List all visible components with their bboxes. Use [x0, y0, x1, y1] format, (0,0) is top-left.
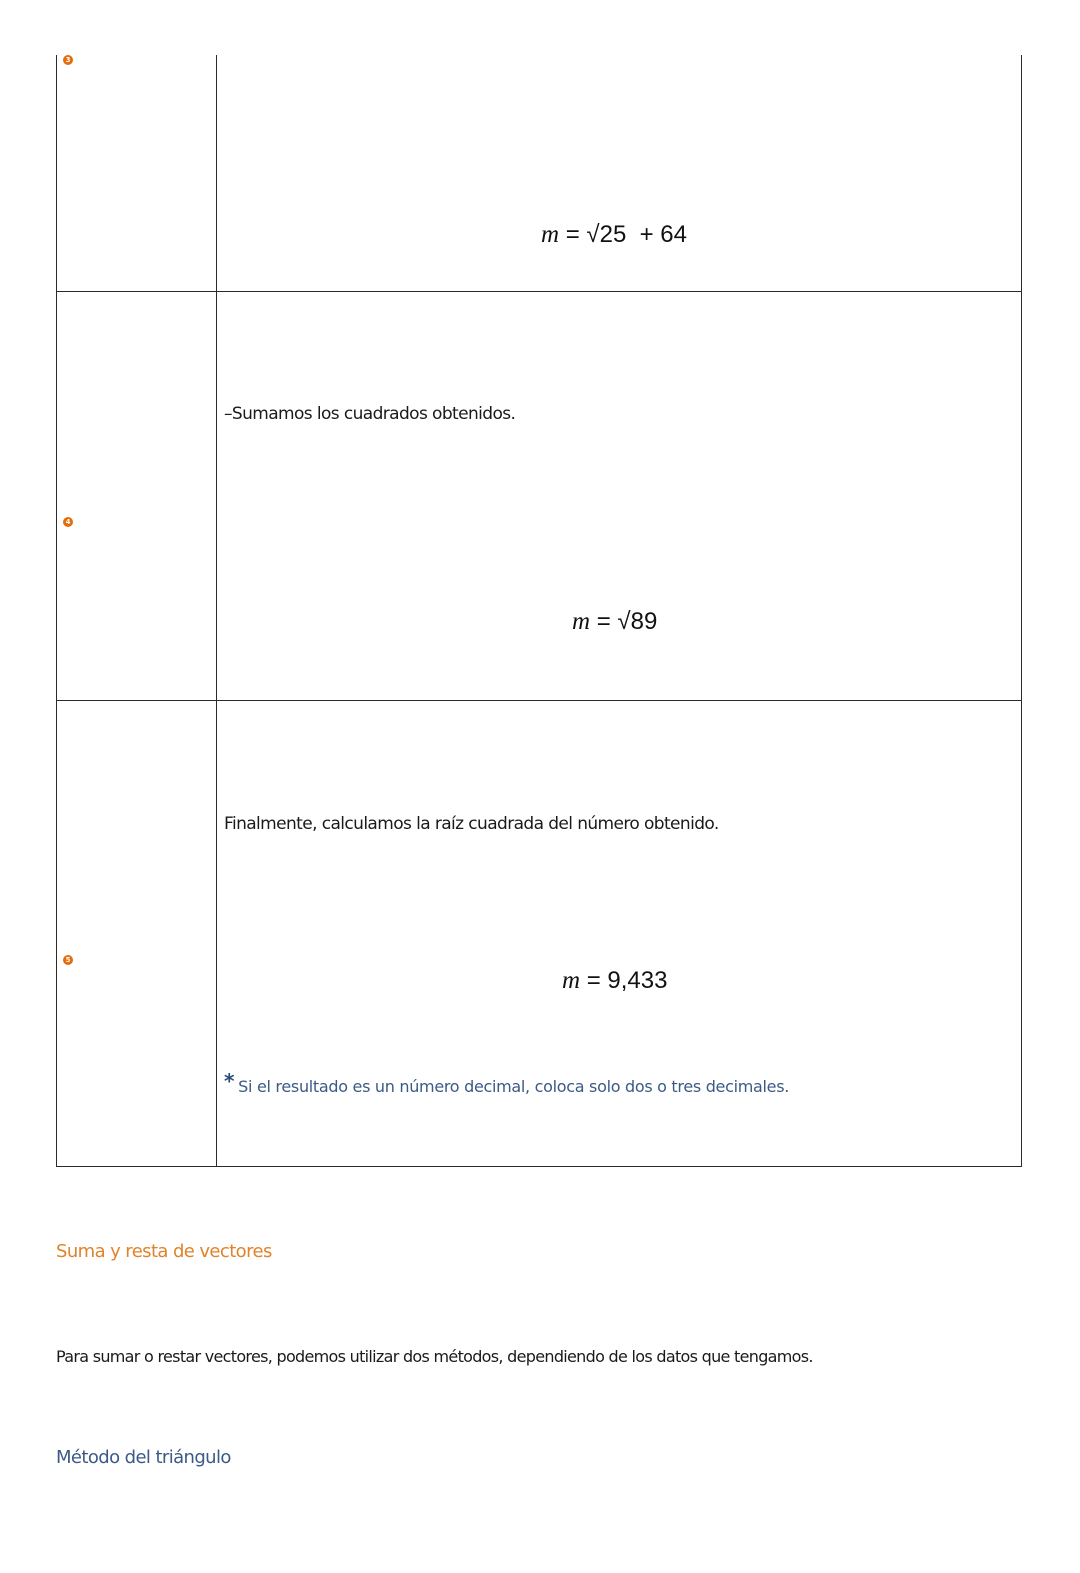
asterisk-icon: * [224, 1068, 235, 1093]
formula-variable: m [572, 607, 591, 635]
decimal-note [224, 1068, 790, 1097]
formula [562, 967, 667, 995]
formula-variable: m [541, 221, 560, 248]
step-number-cell [57, 700, 217, 1166]
step-badge: 3 [63, 55, 73, 65]
table-row [57, 700, 1022, 1166]
step-body-cell [217, 700, 1022, 1166]
step-badge: 5 [63, 955, 73, 965]
formula-expression: = √25 + 64 [565, 221, 687, 248]
formula-expression: = √89 [596, 607, 658, 635]
formula-expression: = 9,433 [586, 966, 668, 994]
steps-table [56, 55, 1022, 1167]
step-number-cell [57, 55, 217, 291]
step-number-cell [57, 291, 217, 700]
intro-paragraph: Para sumar o restar vectores, podemos utilizar dos métodos, dependiendo de los datos que tengamos. [56, 1347, 813, 1366]
formula [541, 221, 687, 249]
section-heading-metodo-triangulo: Método del triángulo [56, 1447, 231, 1468]
step-text: –Sumamos los cuadrados obtenidos. [224, 403, 516, 424]
step-text: Finalmente, calculamos la raíz cuadrada del número obtenido. [224, 813, 719, 834]
step-badge: 4 [63, 517, 73, 527]
table-row [57, 55, 1022, 291]
step-body-cell [217, 291, 1022, 700]
note-text: Si el resultado es un número decimal, coloca solo dos o tres decimales. [238, 1076, 790, 1096]
step-body-cell [217, 55, 1022, 291]
section-heading-suma-resta: Suma y resta de vectores [56, 1241, 272, 1262]
table-row [57, 291, 1022, 700]
formula-variable: m [562, 966, 581, 994]
formula [572, 608, 657, 636]
